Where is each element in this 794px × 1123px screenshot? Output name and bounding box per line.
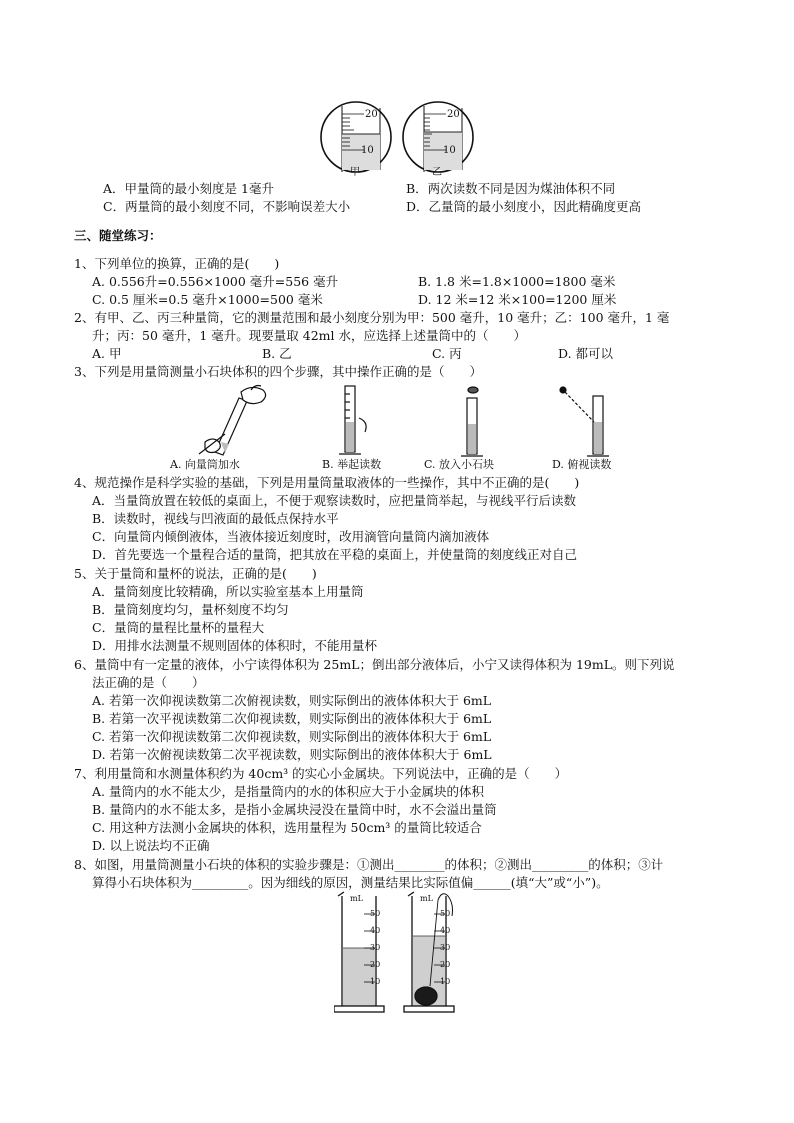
q3-stem: 3、下列是用量筒测量小石块体积的四个步骤，其中操作正确的是（ ）	[74, 364, 482, 379]
q3-label-c: C. 放入小石块	[424, 458, 495, 471]
prev-option-d: D．乙量筒的最小刻度小，因此精确度更高	[406, 199, 642, 214]
q3-label-d: D. 俯视读数	[552, 458, 612, 471]
q8-right-tick-40: 40	[440, 926, 451, 935]
q4-stem: 4、规范操作是科学实验的基础，下列是用量筒量取液体的一些操作，其中不正确的是( )	[74, 475, 580, 490]
jia-tick-10: 10	[361, 145, 374, 156]
q8-cylinders-figure	[334, 890, 484, 1016]
q5-option-d: D．用排水法测量不规则固体的体积时，不能用量杯	[92, 638, 378, 653]
q5-option-c: C．量筒的量程比量杯的量程大	[92, 620, 265, 635]
q4-option-a: A．当量筒放置在较低的桌面上，不便于观察读数时，应把量筒举起，与视线平行后读数	[92, 493, 577, 508]
q4-option-c: C．向量筒内倾倒液体，当液体接近刻度时，改用滴管向量筒内滴加液体	[92, 529, 490, 544]
q6-option-a: A. 若第一次仰视读数第二次俯视读数，则实际倒出的液体体积大于 6mL	[92, 693, 492, 708]
q8-line1: 8、如图，用量筒测量小石块的体积的实验步骤是：①测出________的体积；②测出_________的体积；③计	[74, 857, 664, 872]
q8-right-tick-20: 20	[440, 960, 451, 969]
q2-option-d: D. 都可以	[558, 346, 614, 361]
q8-left-tick-50: 50	[370, 909, 381, 918]
q1-option-a: A. 0.556升=0.556×1000 毫升=556 毫升	[92, 274, 339, 289]
q7-stem: 7、利用量筒和水测量体积约为 40cm³ 的实心小金属块。下列说法中，正确的是（ ）	[74, 766, 568, 781]
q8-right-tick-30: 30	[440, 943, 451, 952]
q2-stem-line1: 2、有甲、乙、丙三种量筒，它的测量范围和最小刻度分别为甲：500 毫升，10 毫升；乙：100 毫升，1 毫	[74, 310, 670, 325]
cylinder-jia-closeup	[321, 102, 391, 172]
q8-left-tick-20: 20	[370, 960, 381, 969]
q3-step-b-illustration	[339, 386, 366, 454]
label-yi: 乙	[432, 167, 442, 178]
q8-right-tick-10: 10	[440, 977, 451, 986]
q5-option-a: A．量筒刻度比较精确，所以实验室基本上用量筒	[92, 584, 364, 599]
prev-option-b: B．两次读数不同是因为煤油体积不同	[406, 181, 616, 196]
q2-stem-line2: 升；丙：50 毫升，1 毫升。现要量取 42ml 水，应选择上述量筒中的（ ）	[92, 328, 527, 343]
q5-option-b: B．量筒刻度均匀，量杯刻度不均匀	[92, 602, 289, 617]
q3-label-a: A. 向量筒加水	[170, 458, 240, 471]
section-title: 三、随堂练习：	[74, 228, 162, 243]
cylinder-yi-closeup	[403, 102, 473, 172]
q8-line2: 算得小石块体积为_________。因为细线的原因，测量结果比实际值偏______(填“大”或“小”)。	[92, 875, 609, 890]
q1-option-c: C. 0.5 厘米=0.5 毫升×1000=500 毫米	[92, 292, 323, 307]
q3-step-a-illustration	[199, 386, 266, 456]
jia-tick-20: 20	[365, 109, 378, 120]
q8-left-tick-40: 40	[370, 926, 381, 935]
q6-stem-line1: 6、量筒中有一定量的液体，小宁读得体积为 25mL；倒出部分液体后，小宁又读得体积为 19mL。则下列说	[74, 657, 675, 672]
q8-left-unit: mL	[350, 894, 363, 903]
q8-left-tick-10: 10	[370, 977, 381, 986]
q8-left-tick-30: 30	[370, 943, 381, 952]
q7-option-d: D. 以上说法均不正确	[92, 838, 210, 853]
label-jia: 甲	[350, 167, 360, 178]
q7-option-a: A. 量筒内的水不能太少，是指量筒内的水的体积应大于小金属块的体积	[92, 784, 484, 799]
q1-stem: 1、下列单位的换算，正确的是( )	[74, 256, 280, 271]
q6-stem-line2: 法正确的是（ ）	[92, 675, 205, 690]
q2-option-c: C. 丙	[432, 346, 462, 361]
q3-steps-figure	[195, 382, 645, 464]
q8-right-tick-50: 50	[440, 909, 451, 918]
q2-option-b: B. 乙	[262, 346, 292, 361]
q6-option-c: C. 若第一次仰视读数第二次仰视读数，则实际倒出的液体体积大于 6mL	[92, 729, 492, 744]
q3-label-b: B. 举起读数	[322, 458, 382, 471]
q5-stem: 5、关于量筒和量杯的说法，正确的是( )	[74, 566, 317, 581]
q8-right-unit: mL	[420, 894, 433, 903]
prev-option-a: A．甲量筒的最小刻度是 1毫升	[103, 181, 274, 196]
yi-tick-10: 10	[443, 145, 456, 156]
q4-option-b: B．读数时，视线与凹液面的最低点保持水平	[92, 511, 339, 526]
q3-step-d-illustration	[560, 387, 609, 456]
q2-option-a: A. 甲	[92, 346, 122, 361]
yi-tick-20: 20	[447, 109, 460, 120]
q3-step-c-illustration	[461, 387, 483, 456]
q4-option-d: D．首先要选一个量程合适的量筒，把其放在平稳的桌面上，并使量筒的刻度线正对自己	[92, 547, 578, 562]
q1-option-d: D. 12 米=12 米×100=1200 厘米	[418, 292, 617, 307]
q1-option-b: B. 1.8 米=1.8×1000=1800 毫米	[418, 274, 616, 289]
q6-option-b: B. 若第一次平视读数第二次仰视读数，则实际倒出的液体体积大于 6mL	[92, 711, 492, 726]
q7-option-c: C. 用这种方法测小金属块的体积，选用量程为 50cm³ 的量筒比较适合	[92, 820, 482, 835]
q7-option-b: B. 量筒内的水不能太多，是指小金属块浸没在量筒中时，水不会溢出量筒	[92, 802, 497, 817]
prev-option-c: C．两量筒的最小刻度不同，不影响误差大小	[103, 199, 351, 214]
q6-option-d: D. 若第一次俯视读数第二次平视读数，则实际倒出的液体体积大于 6mL	[92, 747, 492, 762]
